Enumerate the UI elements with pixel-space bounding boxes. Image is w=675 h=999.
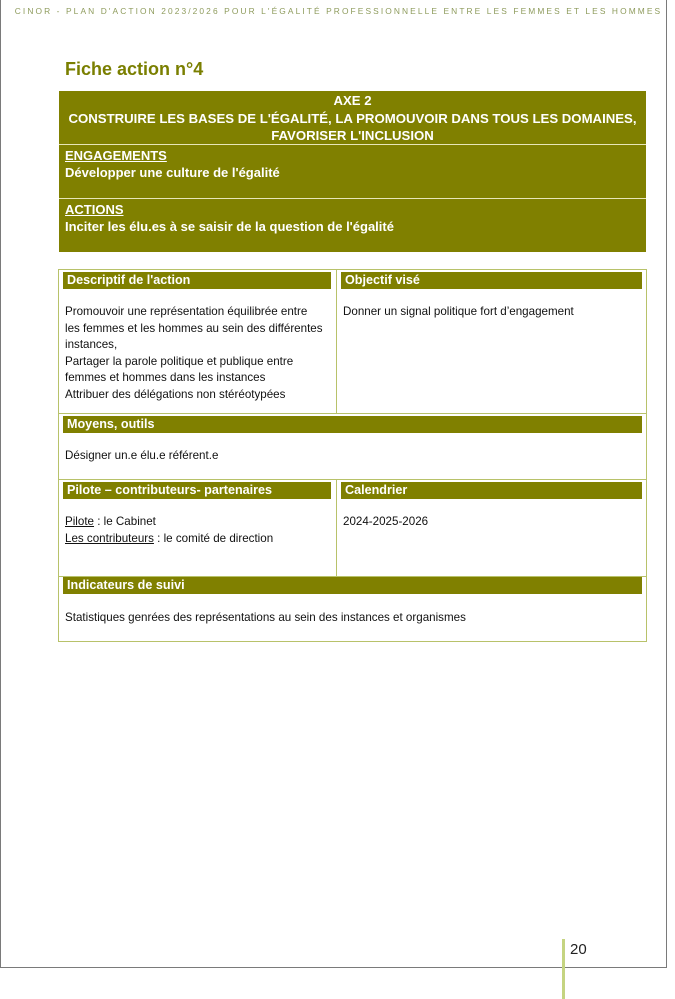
row-divider — [59, 413, 646, 414]
descriptif-line: Partager la parole politique et publique entre — [65, 354, 294, 368]
detail-table — [58, 269, 647, 642]
descriptif-line: Promouvoir une représentation équilibrée entre — [65, 305, 308, 318]
calendrier-text: 2024-2025-2026 — [343, 515, 429, 528]
objectif-text: Donner un signal politique fort d’engagement — [343, 305, 574, 318]
page-title: Fiche action n°4 — [65, 59, 204, 79]
pilote-header: Pilote – contributeurs- partenaires — [63, 482, 331, 499]
contributeurs-label: Les contributeurs — [65, 531, 154, 545]
indicateurs-header: Indicateurs de suivi — [63, 577, 642, 594]
contributeurs-line — [65, 531, 333, 548]
engagements-label: ENGAGEMENTS — [65, 148, 167, 163]
axe-heading — [59, 91, 646, 145]
axe-title-line1: CONSTRUIRE LES BASES DE L'ÉGALITÉ, LA PROMOUVOIR DANS TOUS LES DOMAINES, — [68, 110, 637, 126]
descriptif-line: les femmes et les hommes au sein des différentes — [65, 321, 323, 335]
calendrier-header: Calendrier — [341, 482, 642, 499]
pilote-value: : le Cabinet — [94, 515, 156, 528]
actions-label: ACTIONS — [65, 202, 124, 217]
row-divider — [59, 479, 646, 480]
engagements-text: Développer une culture de l'égalité — [65, 165, 280, 180]
pilote-label: Pilote — [65, 515, 95, 528]
moyens-text: Désigner un.e élu.e référent.e — [65, 449, 219, 462]
moyens-header: Moyens, outils — [63, 416, 642, 433]
descriptif-text — [65, 304, 333, 403]
actions-section — [59, 199, 646, 252]
indicateurs-text: Statistiques genrées des représentations au sein des instances et organismes — [65, 611, 466, 624]
descriptif-line: instances, — [65, 338, 118, 351]
descriptif-header: Descriptif de l'action — [63, 272, 331, 289]
axe-number: AXE 2 — [333, 93, 372, 108]
engagements-section — [59, 145, 646, 199]
pilote-text — [65, 514, 333, 547]
pilote-line — [65, 514, 333, 531]
axe-table — [59, 91, 646, 252]
page-number-accent-bar — [562, 939, 565, 999]
axe-title-line2: FAVORISER L'INCLUSION — [271, 128, 434, 143]
descriptif-line: femmes et hommes dans les instances — [65, 371, 266, 384]
objectif-header: Objectif visé — [341, 272, 642, 289]
page-number: 20 — [570, 941, 587, 958]
column-divider — [336, 270, 337, 413]
running-header: CINOR - PLAN D'ACTION 2023/2026 POUR L'ÉGALITÉ PROFESSIONNELLE ENTRE LES FEMMES ET LES HOMMES — [14, 6, 663, 16]
actions-text: Inciter les élu.es à se saisir de la question de l'égalité — [65, 219, 394, 234]
contributeurs-value: : le comité de direction — [153, 531, 274, 545]
column-divider — [336, 479, 337, 576]
descriptif-line: Attribuer des délégations non stéréotypées — [65, 387, 286, 401]
